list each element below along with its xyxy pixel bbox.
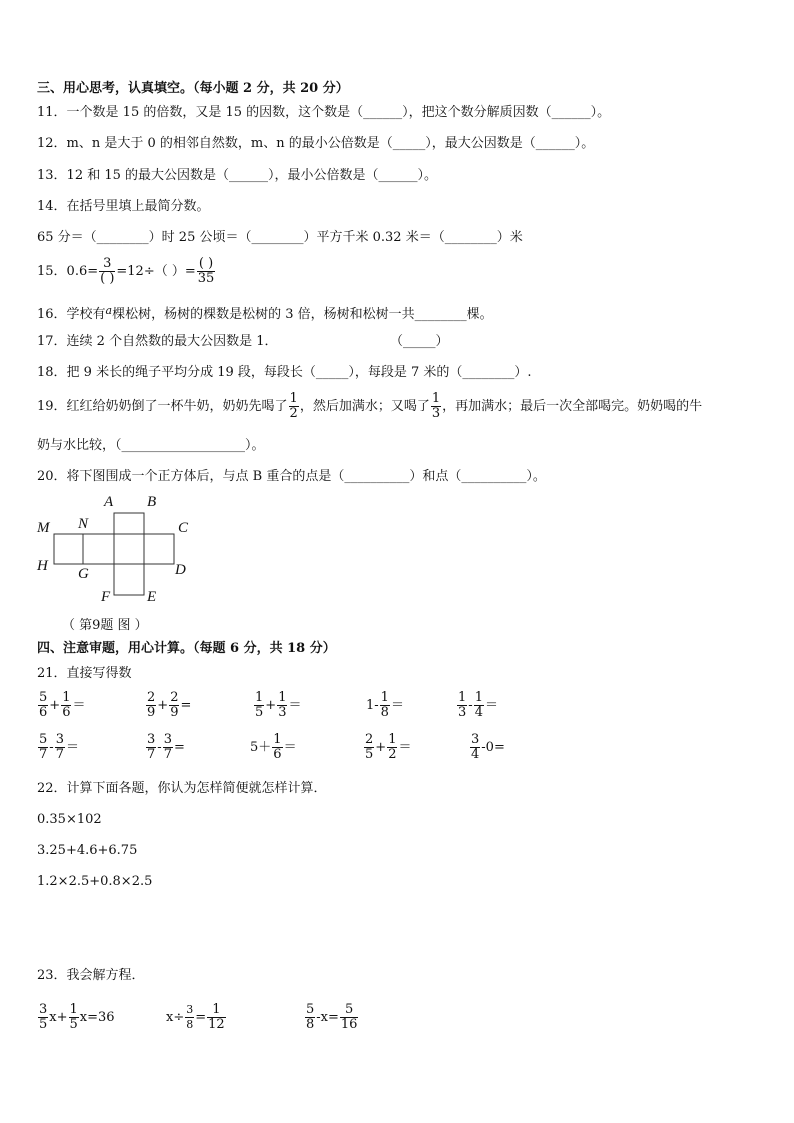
- denominator: 12: [208, 1017, 225, 1032]
- middle: -x=: [316, 1010, 339, 1025]
- denominator: 5: [69, 1017, 78, 1032]
- section-3-heading: 三、用心思考，认真填空。（每小题 2 分，共 20 分）: [37, 81, 349, 96]
- q19-part-b: ，然后加满水；又喝了: [299, 399, 430, 414]
- numerator: 2: [365, 732, 374, 747]
- equals-sign: ＝: [72, 698, 86, 713]
- denominator: 8: [380, 705, 389, 720]
- question-14-blanks: 65 分＝（________）时 25 公顷＝（________）平方千米 0.32 米＝（________）米: [37, 230, 523, 245]
- figure-caption: （ 第9题 图 ）: [62, 618, 148, 633]
- calc-2-1: [37, 733, 79, 762]
- q15-prefix: 15．0.6=: [37, 264, 99, 279]
- q15-fraction-2: [197, 257, 216, 286]
- numerator: 3: [186, 1003, 194, 1016]
- numerator: 5: [39, 732, 48, 747]
- equals-sign: ＝: [398, 740, 412, 755]
- figure-label-e: E: [147, 589, 157, 605]
- q22-item-2: 3.25+4.6+6.75: [37, 843, 138, 858]
- numerator: 1: [278, 690, 287, 705]
- denominator: 5: [255, 705, 264, 720]
- q19-fraction-1: [289, 392, 299, 421]
- calc-1-4: [366, 691, 404, 720]
- numerator: 1: [380, 690, 389, 705]
- fraction: [387, 733, 397, 762]
- numerator: 3: [99, 257, 115, 272]
- operator: +: [49, 698, 61, 713]
- suffix: x=36: [79, 1010, 115, 1025]
- equals-sign: =: [180, 698, 192, 713]
- numerator: 3: [39, 1002, 48, 1017]
- numerator: 1: [62, 690, 71, 705]
- denominator: 7: [147, 747, 156, 762]
- calc-1-1: [37, 691, 85, 720]
- figure-label-g: G: [78, 566, 89, 582]
- operator: -: [49, 740, 54, 755]
- figure-label-m: M: [37, 520, 50, 536]
- operator: +: [375, 740, 387, 755]
- denominator: 6: [62, 705, 71, 720]
- numerator: 2: [147, 690, 156, 705]
- numerator: 1: [273, 732, 282, 747]
- q16-part-b: 棵松树，杨树的棵数是松树的 3 倍，杨树和松树一共________棵。: [112, 307, 493, 322]
- denominator: 7: [39, 747, 48, 762]
- question-17: 17．连续 2 个自然数的最大公因数是 1．: [37, 334, 278, 349]
- calc-1-2: [145, 691, 191, 720]
- numerator: 1: [289, 391, 298, 406]
- fraction: [61, 691, 71, 720]
- fraction: [207, 1003, 226, 1032]
- numerator: 1: [431, 391, 441, 406]
- numerator: 1: [69, 1002, 78, 1017]
- denominator: 4: [471, 747, 480, 762]
- fraction: [272, 733, 282, 762]
- figure-label-a: A: [104, 494, 114, 510]
- question-22: 22．计算下面各题，你认为怎样简便就怎样计算．: [37, 781, 327, 796]
- denominator: 5: [39, 1017, 48, 1032]
- question-20: 20．将下图围成一个正方体后，与点 B 重合的点是（__________）和点（__________）。: [37, 469, 546, 484]
- question-14: 14．在括号里填上最简分数。: [37, 199, 210, 214]
- denominator: 35: [197, 271, 215, 286]
- denominator: 7: [163, 747, 172, 762]
- figure-label-c: C: [178, 520, 189, 536]
- figure-label-b: B: [147, 494, 157, 510]
- numerator: 3: [55, 732, 64, 747]
- equals-sign: ＝: [283, 740, 297, 755]
- operator: +: [157, 698, 169, 713]
- operator: +: [265, 698, 277, 713]
- denominator: 9: [147, 705, 156, 720]
- fraction: [470, 733, 480, 762]
- fraction: [340, 1003, 359, 1032]
- fraction: [364, 733, 374, 762]
- prefix: 1-: [366, 698, 379, 713]
- fraction: [55, 733, 65, 762]
- fraction: [38, 733, 48, 762]
- denominator: 8: [306, 1017, 315, 1032]
- q22-item-3: 1.2×2.5+0.8×2.5: [37, 874, 153, 889]
- numerator: 5: [340, 1003, 359, 1018]
- figure-label-h: H: [37, 558, 48, 574]
- prefix: x÷: [166, 1010, 185, 1025]
- q16-variable: a: [105, 304, 113, 317]
- numerator: 3: [147, 732, 156, 747]
- denominator: 9: [170, 705, 179, 720]
- q19-part-c: ，再加满水；最后一次全部喝完。奶奶喝的牛: [442, 399, 703, 414]
- calc-2-3: [250, 733, 297, 762]
- equation-1: [37, 1003, 115, 1032]
- fraction: [69, 1003, 79, 1032]
- q16-part-a: 16．学校有: [37, 307, 106, 322]
- question-19-line-2: 奶与水比较，（___________________）。: [37, 438, 265, 453]
- numerator: 2: [170, 690, 179, 705]
- fraction: [169, 691, 179, 720]
- question-11: 11．一个数是 15 的倍数，又是 15 的因数，这个数是（______），把这个数分解质因数（______）。: [37, 105, 611, 120]
- denominator: ( ): [100, 271, 115, 286]
- prefix: 5＋: [250, 740, 272, 755]
- fraction: [474, 691, 484, 720]
- question-18: 18．把 9 米长的绳子平均分成 19 段，每段长（_____），每段是 7 米的（________）.: [37, 365, 532, 380]
- fraction: [380, 691, 390, 720]
- denominator: 2: [289, 406, 298, 421]
- fraction: [146, 691, 156, 720]
- denominator: 4: [474, 705, 483, 720]
- equation-3: [304, 1003, 359, 1032]
- numerator: 1: [458, 690, 467, 705]
- denominator: 7: [55, 747, 64, 762]
- figure-label-n: N: [78, 516, 89, 532]
- fraction: [254, 691, 264, 720]
- equation-2: [166, 1003, 227, 1032]
- question-15: [37, 257, 216, 286]
- fraction: [185, 1003, 194, 1032]
- fraction: [457, 691, 467, 720]
- figure-label-d: D: [175, 562, 186, 578]
- denominator: 2: [388, 747, 397, 762]
- denominator: 6: [273, 747, 282, 762]
- question-12: 12．m、n 是大于 0 的相邻自然数，m、n 的最小公倍数是（_____），最大公因数是（______）。: [37, 136, 595, 151]
- fraction: [305, 1003, 315, 1032]
- numerator: 5: [306, 1002, 315, 1017]
- denominator: 8: [186, 1018, 194, 1031]
- calc-2-4: [363, 733, 411, 762]
- denominator: 16: [340, 1017, 358, 1032]
- denominator: 6: [39, 705, 48, 720]
- figure-label-f: F: [101, 589, 111, 605]
- equals-sign: =: [173, 740, 185, 755]
- question-13: 13．12 和 15 的最大公因数是（______），最小公倍数是（______）。: [37, 168, 438, 183]
- denominator: 5: [365, 747, 374, 762]
- question-16: [37, 302, 493, 324]
- q15-middle: =12÷（ ）=: [116, 264, 196, 279]
- middle: =: [195, 1010, 207, 1025]
- q19-fraction-2: [431, 392, 441, 421]
- section-4-heading: 四、注意审题，用心计算。（每题 6 分，共 18 分）: [37, 641, 336, 656]
- equals-sign: ＝: [390, 698, 404, 713]
- numerator: ( ): [197, 257, 216, 272]
- calc-1-5: [456, 691, 498, 720]
- numerator: 5: [39, 690, 48, 705]
- fraction: [38, 691, 48, 720]
- denominator: 3: [458, 705, 467, 720]
- question-23: 23．我会解方程．: [37, 968, 145, 983]
- denominator: 3: [431, 406, 441, 421]
- numerator: 1: [207, 1003, 226, 1018]
- q15-fraction-1: [99, 257, 115, 286]
- fraction: [146, 733, 156, 762]
- fraction: [38, 1003, 48, 1032]
- numerator: 1: [474, 690, 483, 705]
- question-21: 21．直接写得数: [37, 666, 132, 681]
- fraction: [277, 691, 287, 720]
- calc-2-5: [469, 733, 505, 762]
- calc-2-2: [145, 733, 185, 762]
- numerator: 3: [163, 732, 172, 747]
- question-17-answer-blank: （_____）: [390, 334, 449, 349]
- calc-1-3: [253, 691, 301, 720]
- middle: x+: [49, 1010, 68, 1025]
- numerator: 1: [388, 732, 397, 747]
- equals-sign: ＝: [288, 698, 302, 713]
- numerator: 3: [471, 732, 480, 747]
- denominator: 3: [278, 705, 287, 720]
- cube-net-figure: [52, 503, 182, 598]
- q22-item-1: 0.35×102: [37, 812, 102, 827]
- operator: -: [468, 698, 473, 713]
- numerator: 1: [255, 690, 264, 705]
- fraction: [163, 733, 173, 762]
- equals-sign: ＝: [484, 698, 498, 713]
- question-19: [37, 392, 702, 421]
- operator: -: [157, 740, 162, 755]
- suffix: -0=: [481, 740, 505, 755]
- equals-sign: ＝: [65, 740, 79, 755]
- q19-part-a: 19．红红给奶奶倒了一杯牛奶，奶奶先喝了: [37, 399, 288, 414]
